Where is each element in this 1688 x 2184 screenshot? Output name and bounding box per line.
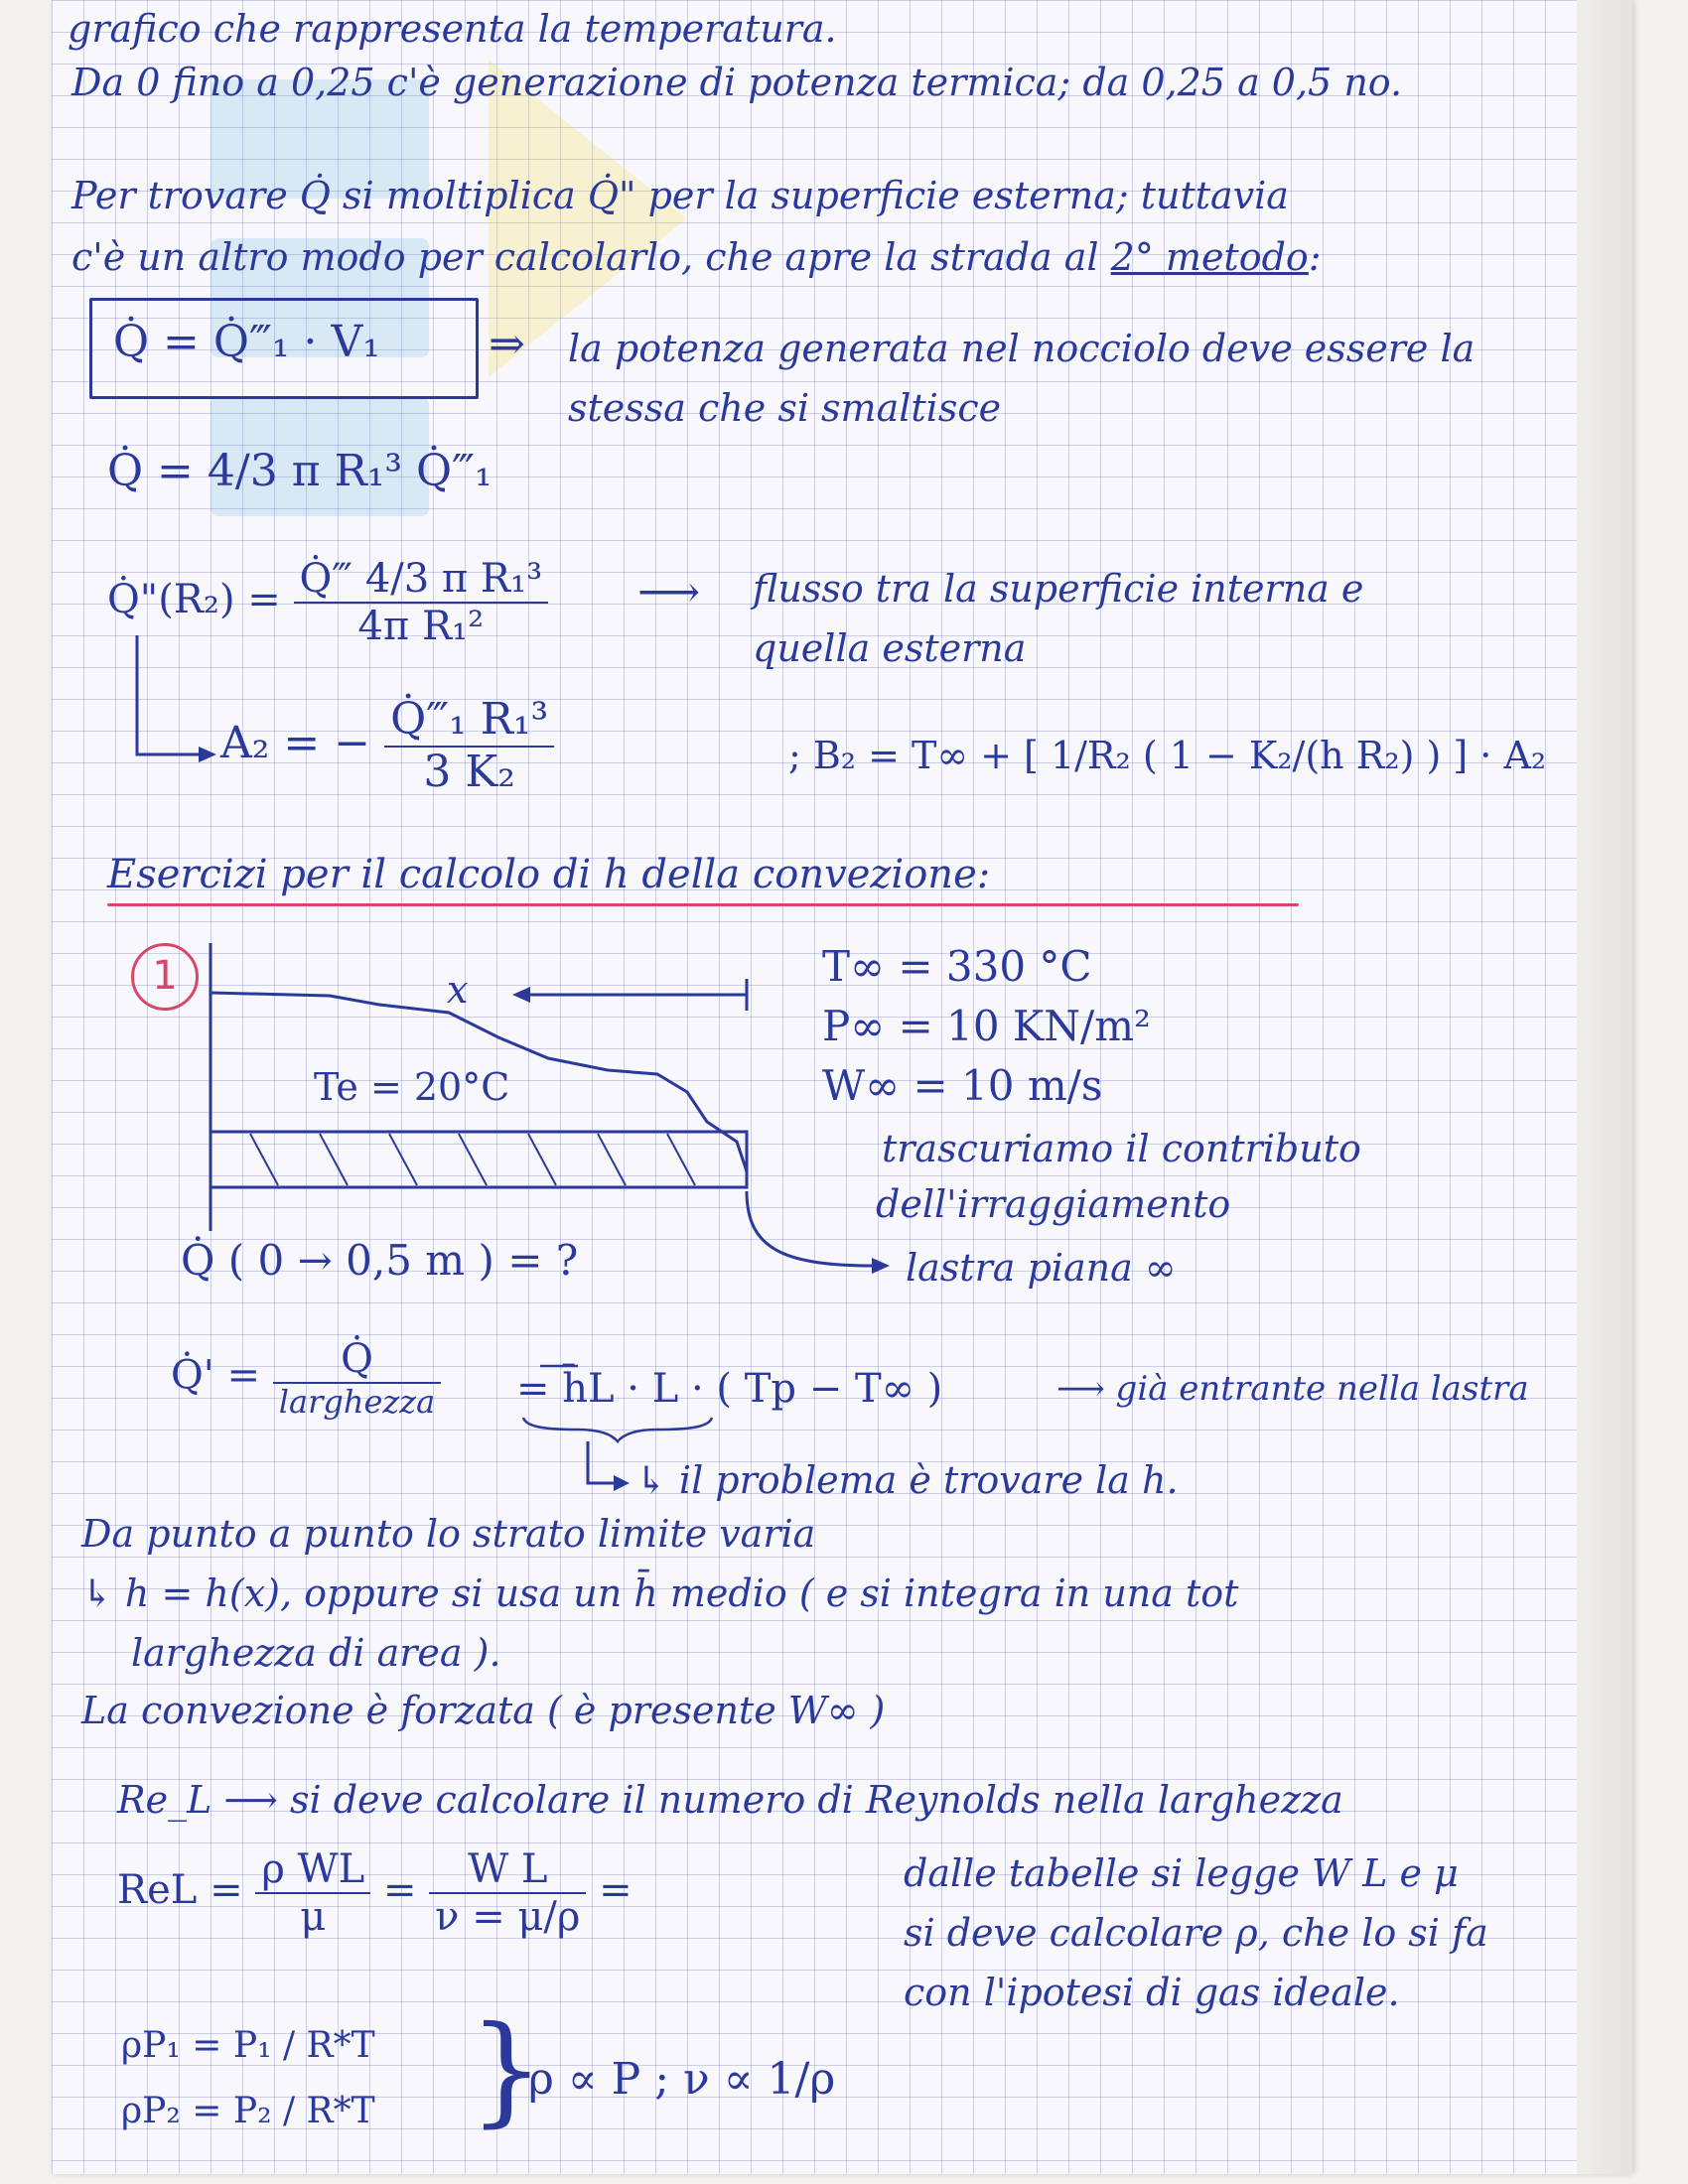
re-fraction-2 [429, 1846, 586, 1940]
equation-q-prime [171, 1336, 441, 1421]
re-equals-2: = [599, 1867, 633, 1913]
q-prime-note: ⟶ già entrante nella lastra [1056, 1369, 1529, 1409]
boxed-note-2: stessa che si smaltisce [568, 386, 1002, 430]
diagram-x-label: x [447, 968, 469, 1012]
a2-fraction [384, 695, 554, 797]
flux-lhs: Q̇"(R₂) = [107, 577, 281, 622]
diagram-plate-label: lastra piana ∞ [906, 1246, 1177, 1290]
a2-denominator: 3 K₂ [423, 746, 515, 797]
note-line-1: grafico che rappresenta la temperatura. [68, 7, 837, 51]
re-fraction-1 [255, 1846, 370, 1940]
equation-a2 [220, 695, 554, 797]
reynolds-note-1: dalle tabelle si legge W L e μ [904, 1851, 1459, 1895]
note-line-4-a: c'è un altro modo per calcolarlo, che apre la strada al [71, 235, 1111, 279]
boxed-note-1: la potenza generata nel nocciolo deve essere la [568, 327, 1476, 370]
re-lhs: ReL = [117, 1867, 243, 1913]
section-title-underline [107, 903, 1299, 906]
flux-note-2: quella esterna [753, 626, 1027, 670]
re-denominator-1: μ [300, 1894, 327, 1940]
re-numerator-2: W L [429, 1846, 586, 1894]
q-prime-fraction [273, 1336, 441, 1421]
equation-b2: ; B₂ = T∞ + [ 1/R₂ ( 1 − K₂/(h R₂) ) ] · A₂ [788, 734, 1547, 777]
given-note-1: trascuriamo il contributo [882, 1127, 1361, 1170]
text-reynolds: Re_L ⟶ si deve calcolare il numero di Reynolds nella larghezza [117, 1778, 1343, 1822]
diagram-q-question: Q̇ ( 0 → 0,5 m ) = ? [181, 1236, 579, 1285]
note-line-3: Per trovare Q̇ si moltiplica Q̇" per la superficie esterna; tuttavia [71, 174, 1289, 217]
given-p-inf: P∞ = 10 KN/m² [822, 1002, 1151, 1050]
flux-numerator: Q̇‴ 4/3 π R₁³ [294, 556, 549, 604]
flux-note-1: flusso tra la superficie interna e [753, 567, 1364, 611]
text-area-width: larghezza di area ). [131, 1631, 501, 1675]
re-denominator-2: ν = μ/ρ [435, 1894, 581, 1940]
notebook-page [52, 0, 1632, 2174]
text-boundary-layer: Da punto a punto lo strato limite varia [81, 1512, 816, 1556]
reynolds-note-3: con l'ipotesi di gas ideale. [904, 1971, 1400, 2014]
q-prime-numerator: Q̇ [273, 1336, 441, 1384]
re-numerator-1: ρ WL [255, 1846, 370, 1894]
note-line-4-c: : [1308, 235, 1322, 279]
a2-lhs: A₂ = − [220, 718, 371, 769]
note-line-2: Da 0 fino a 0,25 c'è generazione di potenza termica; da 0,25 a 0,5 no. [71, 61, 1403, 104]
given-t-inf: T∞ = 330 °C [822, 942, 1092, 991]
re-equals: = [382, 1867, 417, 1913]
a2-numerator: Q̇‴₁ R₁³ [384, 695, 554, 748]
text-h-function: ↳ h = h(x), oppure si usa un h̄ medio ( e si integra in una tot [81, 1571, 1239, 1615]
q-prime-denominator: larghezza [278, 1383, 436, 1421]
second-method-label: 2° metodo [1110, 235, 1309, 279]
given-w-inf: W∞ = 10 m/s [822, 1061, 1103, 1110]
text-forced-convection: La convezione è forzata ( è presente W∞ ) [81, 1689, 886, 1732]
flux-denominator: 4π R₁² [357, 604, 485, 649]
q-prime-sub-note: ↳ il problema è trovare la h. [635, 1458, 1179, 1502]
density-brace: } [469, 2001, 545, 2139]
equation-q-volume: Q̇ = 4/3 π R₁³ Q̇‴₁ [107, 446, 492, 496]
flux-arrow: ⟶ [637, 567, 701, 617]
exercise-number-badge: 1 [131, 943, 199, 1011]
equation-density-1: ρP₁ = P₁ / R*T [121, 2025, 375, 2066]
section-title: Esercizi per il calcolo di h della convezione: [107, 852, 991, 897]
equation-reynolds [117, 1846, 633, 1940]
reynolds-note-2: si deve calcolare ρ, che lo si fa [904, 1911, 1488, 1955]
page-right-edge [1577, 0, 1632, 2174]
q-prime-rhs: = h̄L · L · ( Tp − T∞ ) [516, 1366, 943, 1412]
q-prime-lhs: Q̇' = [171, 1352, 261, 1399]
given-note-2: dell'irraggiamento [876, 1182, 1231, 1226]
boxed-equation: Q̇ = Q̇‴₁ · V₁ [113, 317, 380, 367]
diagram-te-label: Te = 20°C [314, 1065, 510, 1109]
implies-arrow: ⇒ [489, 319, 525, 369]
equation-density-2: ρP₂ = P₂ / R*T [121, 2091, 375, 2131]
density-proportionality: ρ ∝ P ; ν ∝ 1/ρ [528, 2054, 836, 2105]
